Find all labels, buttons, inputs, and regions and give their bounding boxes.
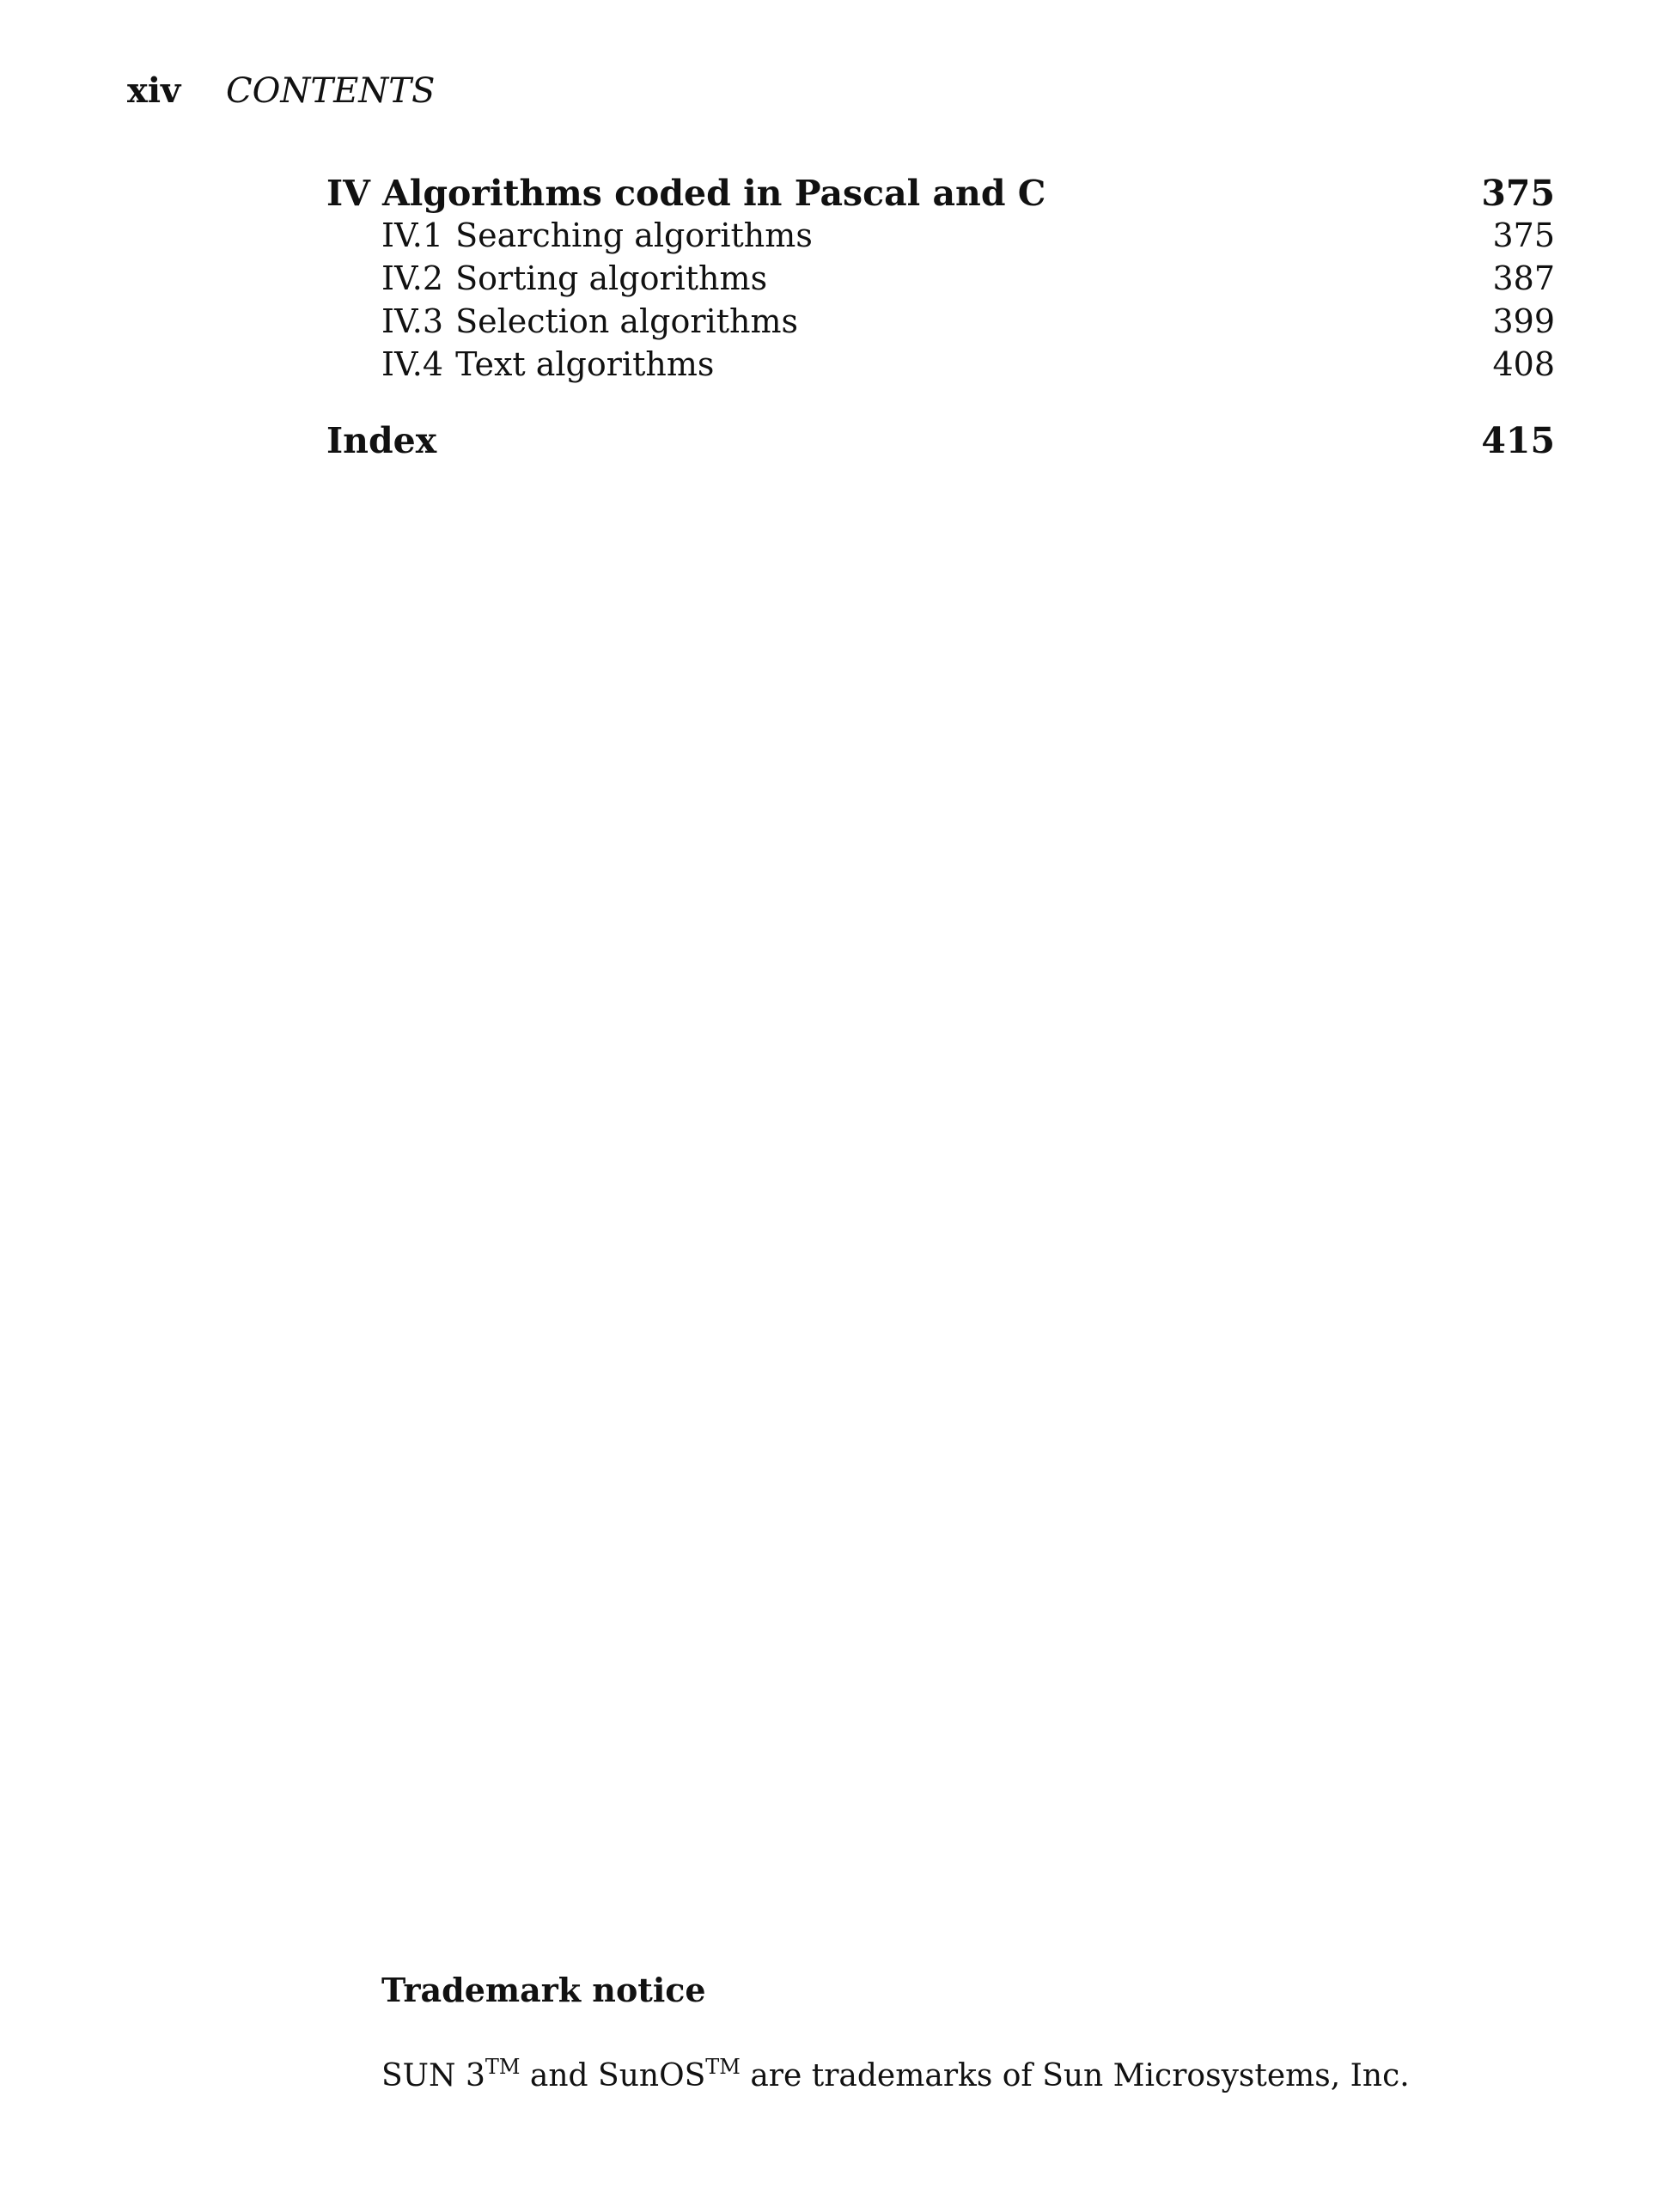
- toc-part-number: IV: [326, 173, 370, 214]
- toc-section-iv-4[interactable]: [326, 342, 1555, 387]
- toc-index-page: 415: [1481, 420, 1555, 461]
- toc-section-title: Searching algorithms: [455, 216, 813, 254]
- running-head: [127, 65, 435, 117]
- trademark-notice: [381, 2053, 1410, 2099]
- trademark-mark-sunos: and SunOS: [529, 2058, 706, 2093]
- toc-section-iv-1[interactable]: [326, 213, 1555, 258]
- toc-section-page: 387: [1492, 259, 1555, 297]
- trademark-symbol: TM: [705, 2055, 741, 2079]
- toc-index[interactable]: [326, 416, 1555, 466]
- toc-section-number: IV.4: [381, 345, 444, 383]
- toc-entry: [326, 213, 813, 258]
- toc-section-iv-2[interactable]: [326, 256, 1555, 301]
- toc-section-number: IV.2: [381, 259, 444, 297]
- trademark-owner-text: are trademarks of Sun Microsystems, Inc.: [750, 2058, 1410, 2093]
- toc-section-title: Sorting algorithms: [455, 259, 768, 297]
- toc-section-page: 408: [1492, 345, 1555, 383]
- toc-section-page: 399: [1492, 302, 1555, 340]
- toc-entry: [326, 168, 1045, 218]
- toc-section-title: Text algorithms: [455, 345, 715, 383]
- toc-section-number: IV.1: [381, 216, 444, 254]
- trademark-mark-sun3: SUN 3: [381, 2058, 485, 2093]
- toc-section-title: Selection algorithms: [455, 302, 798, 340]
- toc-part-title: Algorithms coded in Pascal and C: [382, 173, 1046, 214]
- trademark-heading: Trademark notice: [381, 1971, 706, 2009]
- toc-section-number: IV.3: [381, 302, 444, 340]
- toc-index-title: Index: [326, 420, 437, 461]
- toc-part-page: 375: [1481, 173, 1555, 214]
- trademark-symbol: TM: [485, 2055, 521, 2079]
- running-head-title: CONTENTS: [226, 71, 436, 111]
- toc-entry: [326, 342, 714, 387]
- page-number: xiv: [127, 70, 181, 111]
- toc-entry: [326, 299, 798, 344]
- toc-entry: [326, 256, 767, 301]
- toc-section-page: 375: [1492, 216, 1555, 254]
- toc-part-iv[interactable]: [326, 168, 1555, 218]
- toc-section-iv-3[interactable]: [326, 299, 1555, 344]
